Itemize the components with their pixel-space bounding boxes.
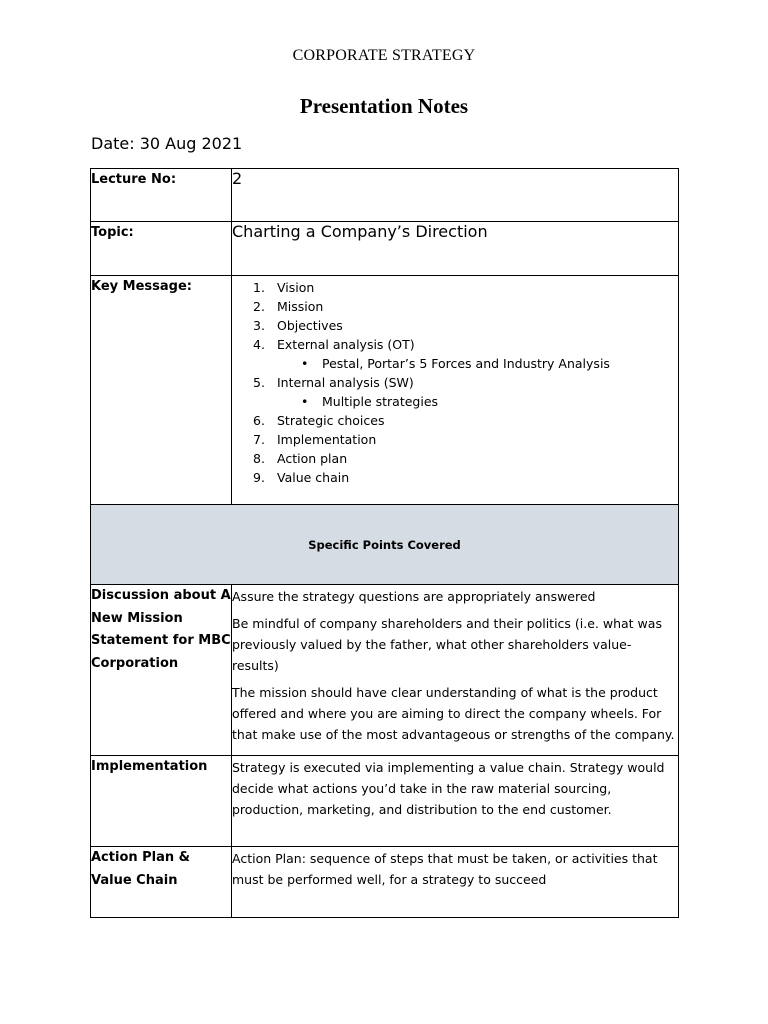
topic-value: Charting a Company’s Direction	[232, 222, 679, 276]
list-item: 1. Vision	[253, 280, 315, 295]
table-row-lecture	[91, 169, 679, 222]
list-item: 9. Value chain	[253, 470, 350, 485]
action-plan-text: Action Plan: sequence of steps that must be taken, or activities that must be performed well, for a strategy to succeed	[232, 851, 658, 887]
key-message-label: Key Message:	[91, 276, 232, 505]
sub-list-item: • Multiple strategies	[322, 392, 678, 411]
sub-list	[277, 392, 678, 411]
list-item: 7. Implementation	[253, 432, 377, 447]
table-row-implementation	[91, 756, 679, 847]
discussion-label: Discussion about A New Mission Statement for MBC Corporation	[91, 585, 232, 756]
lecture-label: Lecture No:	[91, 169, 232, 222]
notes-table	[90, 168, 679, 918]
key-message-cell	[232, 276, 679, 505]
action-plan-cell	[232, 847, 679, 918]
action-plan-label: Action Plan & Value Chain	[91, 847, 232, 918]
key-message-list	[232, 278, 678, 487]
discussion-paragraph: Be mindful of company shareholders and their politics (i.e. what was previously valued by the father, what other shareholders value- results)	[232, 616, 662, 673]
implementation-text: Strategy is executed via implementing a value chain. Strategy would decide what actions you’d take in the raw material sourcing, production, marketing, and distribution to the end customer.	[232, 760, 665, 817]
list-item: 5. Internal analysis (SW) • Multiple strategies	[277, 373, 678, 411]
date-line: Date: 30 Aug 2021	[91, 134, 243, 153]
list-item: 2. Mission	[253, 299, 324, 314]
course-header: CORPORATE STRATEGY	[292, 47, 476, 64]
table-row-key-message	[91, 276, 679, 505]
table-row-discussion	[91, 585, 679, 756]
implementation-cell	[232, 756, 679, 847]
sub-list-item: • Pestal, Portar’s 5 Forces and Industry Analysis	[322, 354, 678, 373]
discussion-paragraph: Assure the strategy questions are appropriately answered	[232, 589, 596, 604]
list-item: 6. Strategic choices	[253, 413, 385, 428]
table-row-action-plan	[91, 847, 679, 918]
section-heading: Specific Points Covered	[91, 505, 679, 585]
lecture-value: 2	[232, 169, 679, 222]
list-item: 8. Action plan	[253, 451, 348, 466]
discussion-cell	[232, 585, 679, 756]
page-title: Presentation Notes	[299, 94, 469, 118]
table-row-topic	[91, 222, 679, 276]
table-row-section-heading	[91, 505, 679, 585]
topic-label: Topic:	[91, 222, 232, 276]
implementation-label: Implementation	[91, 756, 232, 847]
discussion-paragraph: The mission should have clear understanding of what is the product offered and where you are aiming to direct the company wheels. For that make use of the most advantageous or strengths of the company.	[232, 685, 675, 742]
list-item: 3. Objectives	[253, 318, 343, 333]
sub-list	[277, 354, 678, 373]
list-item: 4. External analysis (OT) • Pestal, Portar’s 5 Forces and Industry Analysis	[277, 335, 678, 373]
